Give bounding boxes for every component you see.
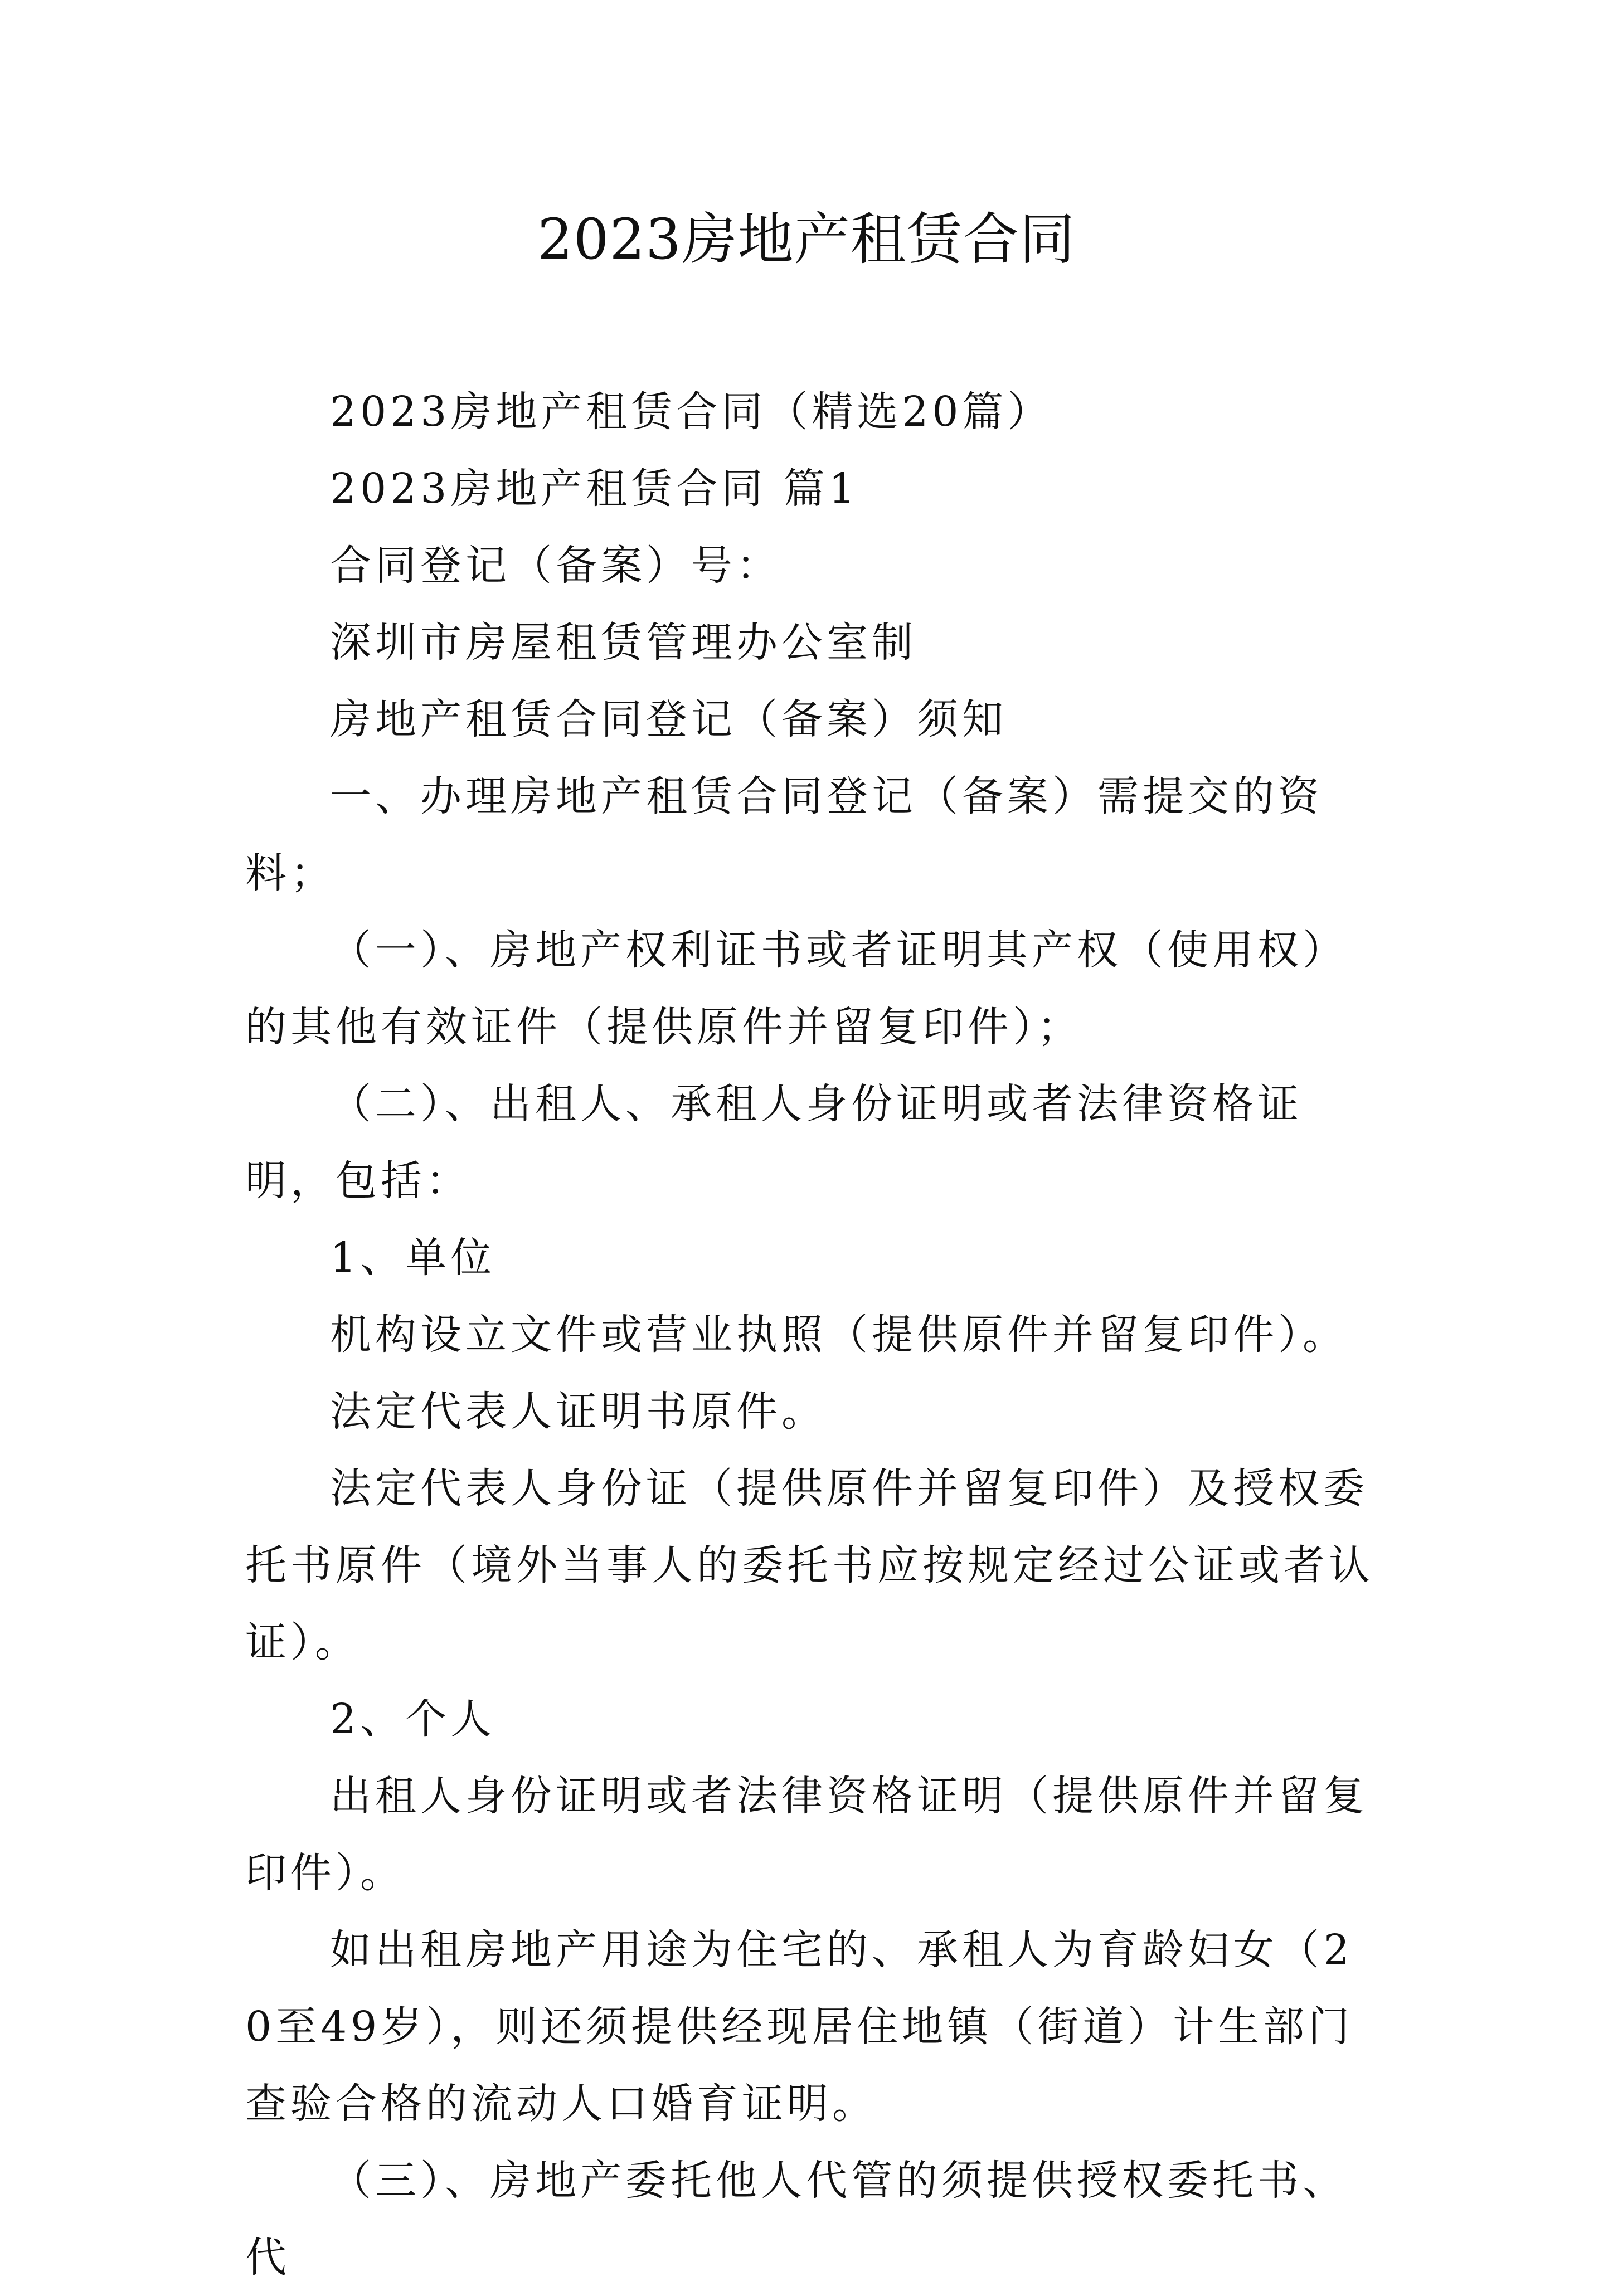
paragraph-11: 法定代表人证明书原件。 <box>330 1388 827 1436</box>
paragraph-9: 1、单位 <box>330 1234 496 1282</box>
paragraph-7: （一）、房地产权利证书或者证明其产权（使用权）的其他有效证件（提供原件并留复印件）； <box>245 926 1348 1051</box>
paragraph-2: 2023房地产租赁合同 篇1 <box>330 465 859 513</box>
paragraph-14: 出租人身份证明或者法律资格证明（提供原件并留复印件）。 <box>245 1772 1368 1897</box>
paragraph-8: （二）、出租人、承租人身份证明或者法律资格证明，包括： <box>245 1080 1303 1205</box>
paragraph-4: 深圳市房屋租赁管理办公室制 <box>330 619 917 667</box>
document-body <box>245 373 1382 2296</box>
paragraph-5: 房地产租赁合同登记（备案）须知 <box>330 695 1007 743</box>
paragraph-3: 合同登记（备案）号： <box>330 542 781 590</box>
paragraph-16: （三）、房地产委托他人代管的须提供授权委托书、代 <box>245 2157 1348 2282</box>
paragraph-12: 法定代表人身份证（提供原件并留复印件）及授权委托书原件（境外当事人的委托书应按规定经过公证或者认证）。 <box>245 1465 1374 1666</box>
paragraph-6: 一、办理房地产租赁合同登记（备案）需提交的资料； <box>245 772 1323 897</box>
paragraph-13: 2、个人 <box>330 1695 496 1743</box>
document-title: 2023房地产租赁合同 <box>537 207 1076 272</box>
paragraph-10: 机构设立文件或营业执照（提供原件并留复印件）。 <box>330 1311 1348 1359</box>
paragraph-15: 如出租房地产用途为住宅的、承租人为育龄妇女（20至49岁），则还须提供经现居住地镇（街道）计生部门查验合格的流动人口婚育证明。 <box>245 1926 1354 2128</box>
paragraph-1: 2023房地产租赁合同（精选20篇） <box>330 388 1053 436</box>
